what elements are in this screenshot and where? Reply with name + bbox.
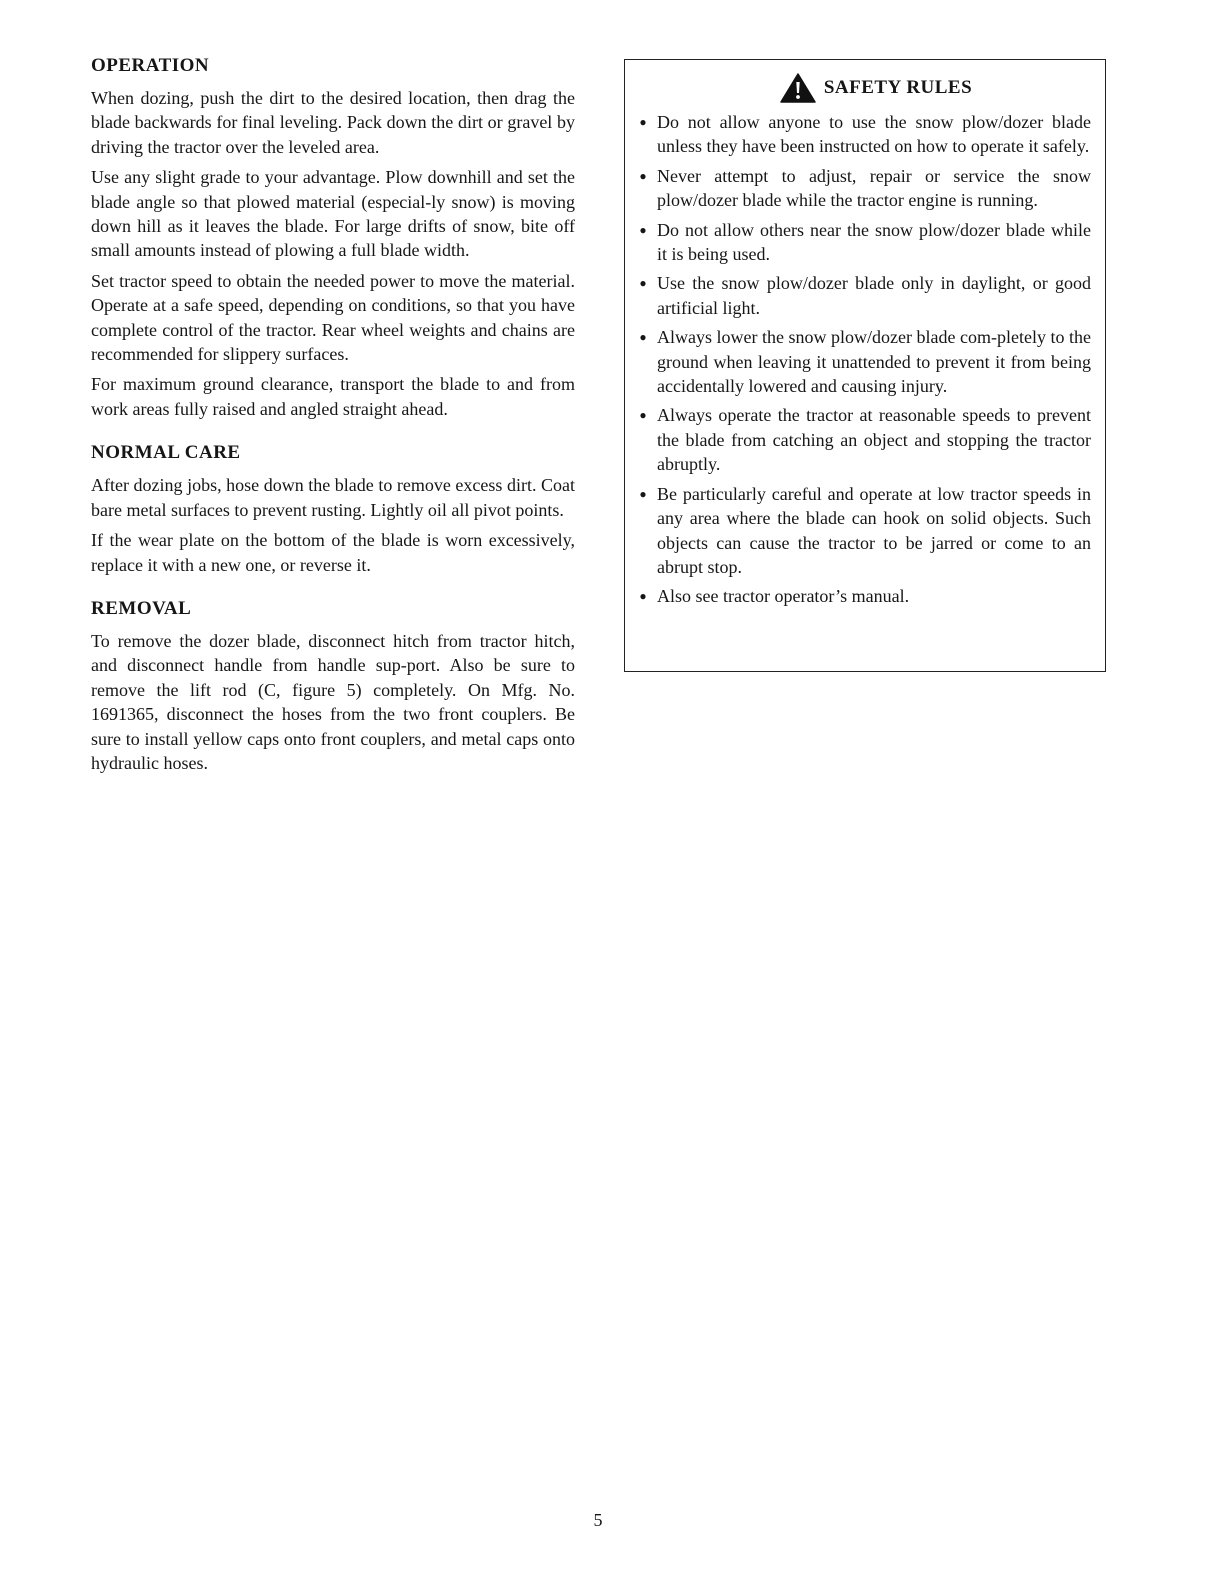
paragraph: For maximum ground clearance, transport the blade to and from work areas fully raised and angled straight ahead. (91, 374, 575, 419)
bullet-icon: ● (639, 408, 647, 423)
paragraph: When dozing, push the dirt to the desired location, then drag the blade backwards for final leveling. Pack down the dirt or gravel by driving the tractor over the leveled area. (91, 88, 575, 157)
paragraph: Set tractor speed to obtain the needed power to move the material. Operate at a safe speed, depending on conditions, so that you have complete control of the tractor. Rear wheel weights and chains are recommended for slippery surfaces. (91, 270, 575, 365)
bullet-icon: ● (639, 276, 647, 291)
safety-rules-list (631, 110, 1091, 609)
left-column (91, 54, 575, 795)
safety-rules-box (624, 59, 1106, 672)
list-item (631, 584, 1091, 608)
list-item (631, 482, 1091, 580)
rule-text: Do not allow others near the snow plow/dozer blade while it is being used. (657, 219, 1091, 265)
section-normal-care (91, 441, 575, 577)
rule-text: Be particularly careful and operate at low tractor speeds in any area where the blade can hook on solid objects. Such objects can cause the tractor to be jarred or come to an abrupt stop. (657, 483, 1091, 577)
bullet-icon: ● (639, 486, 647, 501)
rule-text: Also see tractor operator’s manual. (657, 586, 910, 607)
paragraph: After dozing jobs, hose down the blade to remove excess dirt. Coat bare metal surfaces to prevent rusting. Lightly oil all pivot points. (91, 475, 575, 520)
section-heading: NORMAL CARE (91, 442, 241, 464)
safety-header (661, 72, 1091, 104)
list-item (631, 271, 1091, 320)
rule-text: Never attempt to adjust, repair or service the snow plow/dozer blade while the tractor engine is running. (657, 165, 1091, 211)
rule-text: Always operate the tractor at reasonable speeds to prevent the blade from catching an object and stopping the tractor abruptly. (657, 405, 1091, 475)
rule-text: Always lower the snow plow/dozer blade com-pletely to the ground when leaving it unattended to prevent it from being accidentally lowered and causing injury. (657, 327, 1091, 397)
safety-title: SAFETY RULES (823, 77, 973, 98)
list-item (631, 164, 1091, 213)
section-heading: OPERATION (91, 55, 210, 76)
section-operation (91, 54, 575, 421)
page-number: 5 (593, 1510, 603, 1530)
bullet-icon: ● (639, 168, 647, 183)
bullet-icon: ● (639, 222, 647, 237)
paragraph: To remove the dozer blade, disconnect hitch from tractor hitch, and disconnect handle from handle sup-port. Also be sure to remove the lift rod (C, figure 5) completely. On Mfg. No. 1691365, disconnect the hoses from the two front couplers. Be sure to install yellow caps onto front couplers, and metal caps onto hydraulic hoses. (91, 630, 575, 773)
section-heading: REMOVAL (91, 597, 192, 619)
section-removal (91, 597, 575, 775)
bullet-icon: ● (639, 115, 647, 129)
bullet-icon: ● (639, 589, 647, 604)
warning-triangle-icon (780, 73, 816, 103)
bullet-icon: ● (639, 330, 647, 345)
paragraph: If the wear plate on the bottom of the blade is worn excessively, replace it with a new one, or reverse it. (91, 530, 575, 575)
list-item (631, 325, 1091, 398)
rule-text: Do not allow anyone to use the snow plow/dozer blade unless they have been instructed on how to operate it safely. (657, 112, 1091, 157)
list-item (631, 403, 1091, 476)
list-item (631, 110, 1091, 159)
list-item (631, 218, 1091, 267)
paragraph: Use any slight grade to your advantage. Plow downhill and set the blade angle so that plowed material (especial-ly snow) is moving down hill as it leaves the blade. For large drifts of snow, bite off small amounts instead of plowing a full blade width. (91, 167, 575, 261)
rule-text: Use the snow plow/dozer blade only in daylight, or good artificial light. (657, 273, 1091, 318)
